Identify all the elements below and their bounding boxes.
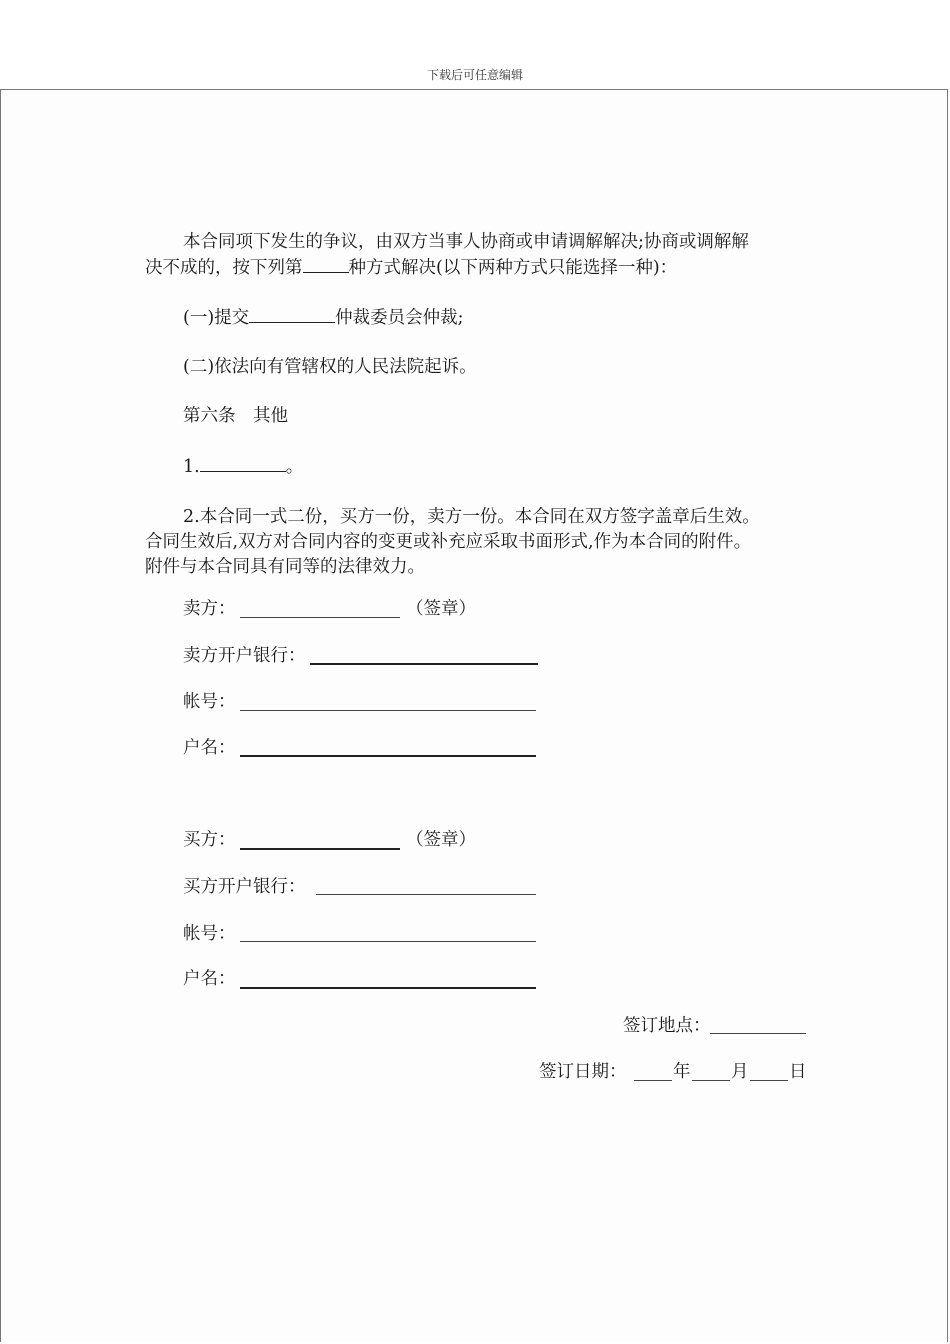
signing-month-label: 月 [731,1062,749,1082]
dispute-clause-text-a: 决不成的，按下列第 [145,258,303,278]
item-two-line1: 2.本合同一式二份，买方一份，卖方一份。本合同在双方签字盖章后生效。 [183,507,760,527]
signing-year-blank[interactable] [634,1080,672,1081]
arbitration-commission-blank[interactable] [249,321,335,323]
seller-seal-label: （签章） [406,599,476,619]
item-one-end: 。 [285,457,304,477]
seller-name-line[interactable] [240,755,536,757]
seller-label: 卖方： [183,599,236,619]
dispute-clause-line1: 本合同项下发生的争议，由双方当事人协商或申请调解解决;协商或调解解 [183,232,749,252]
buyer-signature-line[interactable] [240,848,400,850]
signing-date-label: 签订日期： [539,1062,627,1082]
dispute-clause-line2 [145,256,677,281]
buyer-name-line[interactable] [240,987,536,989]
item-two-line3: 附件与本合同具有同等的法律效力。 [145,557,425,577]
signing-month-blank[interactable] [692,1080,730,1081]
signing-day-blank[interactable] [750,1080,788,1081]
buyer-account-label: 帐号： [183,924,236,944]
signing-year-label: 年 [673,1062,691,1082]
signing-day-label: 日 [789,1062,807,1082]
seller-bank-line[interactable] [310,663,538,665]
buyer-seal-label: （签章） [406,830,476,850]
buyer-bank-label: 买方开户银行： [183,877,306,897]
buyer-bank-line[interactable] [316,894,536,895]
buyer-label: 买方： [183,830,236,850]
seller-account-line[interactable] [240,710,536,711]
signing-place-line[interactable] [710,1033,806,1034]
item-two-line2: 合同生效后,双方对合同内容的变更或补充应采取书面形式,作为本合同的附件。 [145,532,752,552]
option-arbitration [183,306,464,331]
header-note: 下载后可任意编辑 [426,68,523,82]
seller-name-label: 户名： [183,738,236,758]
article-six-heading: 第六条 其他 [183,406,288,426]
buyer-name-label: 户名： [183,969,236,989]
option-court: (二)依法向有管辖权的人民法院起诉。 [183,357,477,377]
item-one-blank[interactable] [200,470,286,472]
item-one-number: 1. [183,457,200,477]
seller-bank-label: 卖方开户银行： [183,646,306,666]
seller-signature-line[interactable] [240,617,400,618]
buyer-account-line[interactable] [240,941,536,942]
option-arbitration-text-b: 仲裁委员会仲裁; [335,308,464,328]
dispute-clause-text-b: 种方式解决(以下两种方式只能选择一种)： [348,258,678,278]
seller-account-label: 帐号： [183,692,236,712]
option-arbitration-text-a: (一)提交 [183,308,250,328]
signing-place-label: 签订地点： [623,1016,711,1036]
item-one [183,455,303,480]
method-number-blank[interactable] [303,271,349,273]
